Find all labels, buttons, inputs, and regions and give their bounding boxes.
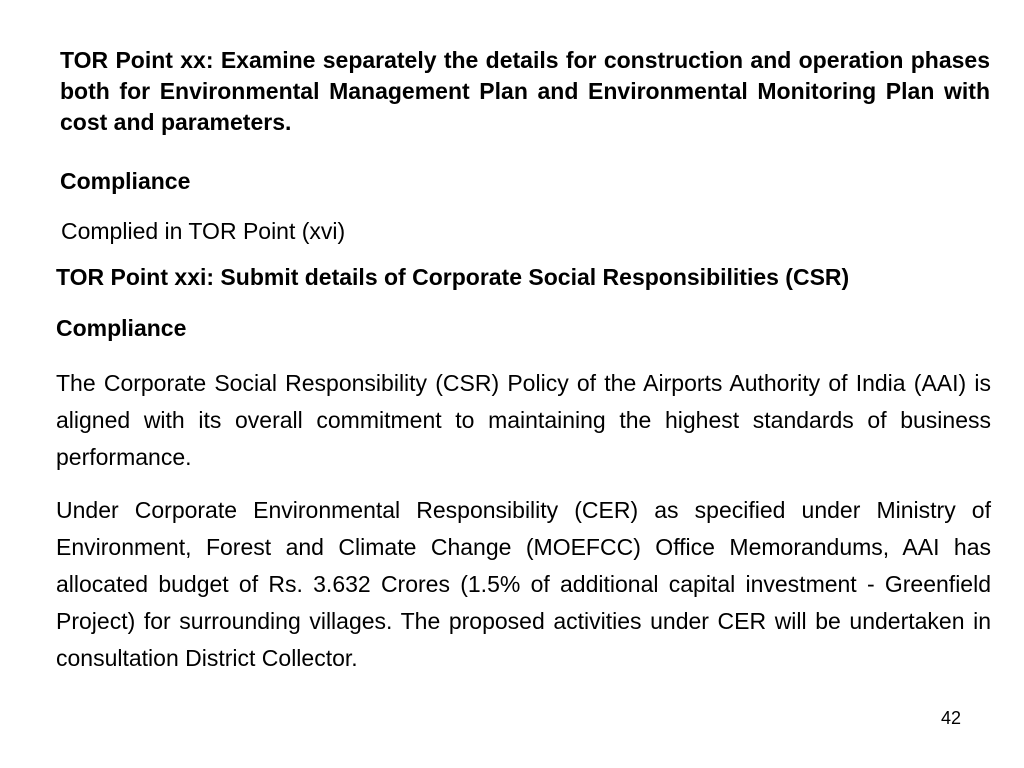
cer-budget-paragraph: Under Corporate Environmental Responsibility (CER) as specified under Ministry of Environment, Forest and Climate Change (MOEFCC) Office Memorandums, AAI has allocated budget of Rs. 3.632 Crores (1.5% of additional capital investment - Greenfield Project) for surrounding villages. The proposed activities under CER will be undertaken in consultation District Collector. bbox=[56, 497, 991, 671]
compliance-label-1: Compliance bbox=[60, 168, 191, 194]
compliance-label-2: Compliance bbox=[56, 315, 187, 341]
tor-point-xxi-heading: TOR Point xxi: Submit details of Corporate Social Responsibilities (CSR) bbox=[56, 264, 850, 290]
csr-policy-paragraph: The Corporate Social Responsibility (CSR) Policy of the Airports Authority of India (AAI) is aligned with its overall commitment to maintaining the highest standards of business performance. bbox=[56, 370, 991, 470]
complied-text: Complied in TOR Point (xvi) bbox=[61, 218, 346, 244]
page-number: 42 bbox=[941, 708, 962, 728]
tor-point-xx-heading: TOR Point xx: Examine separately the details for construction and operation phases both for Environmental Management Plan and Environmental Monitoring Plan with cost and parameters. bbox=[60, 47, 990, 135]
